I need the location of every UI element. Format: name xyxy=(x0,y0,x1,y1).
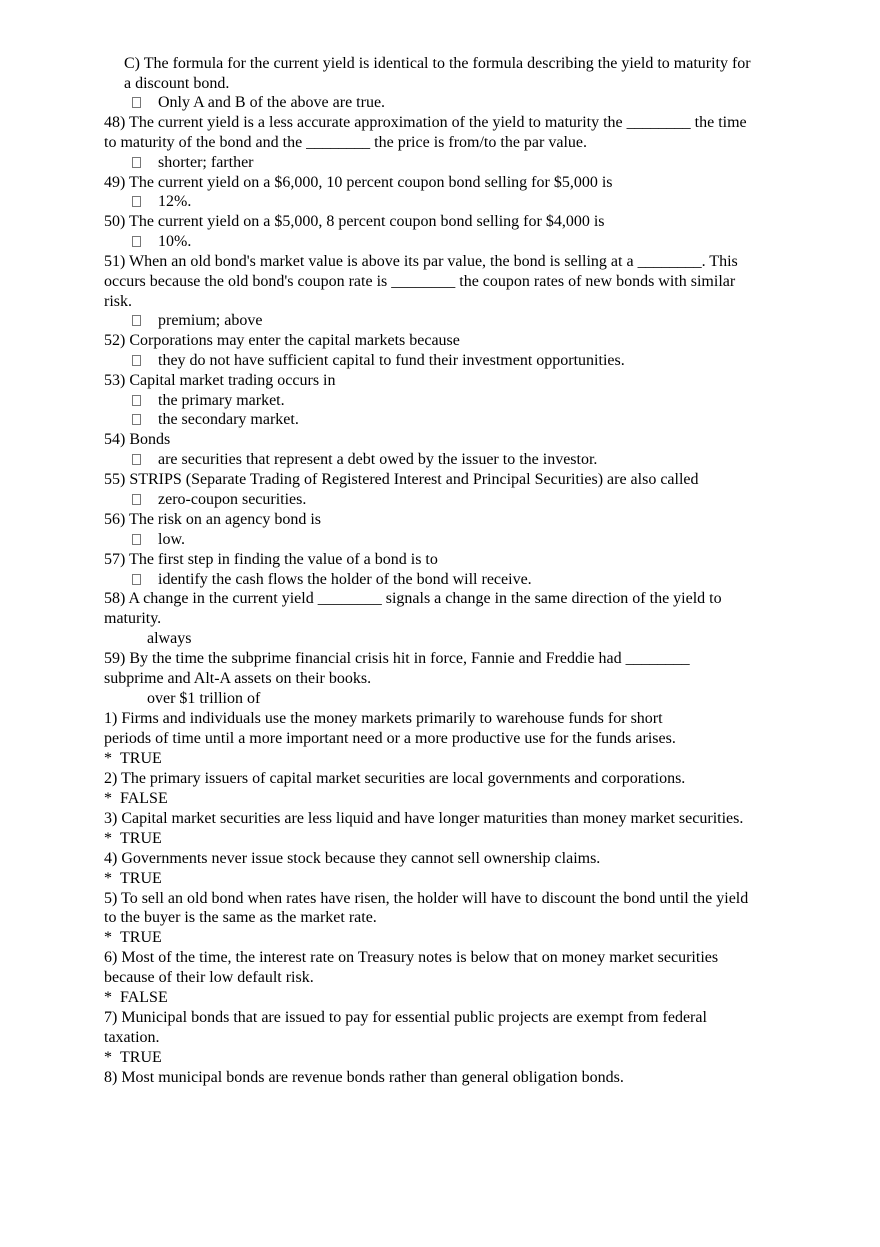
question-line: to maturity of the bond and the ________ the price is from/to the par value. xyxy=(104,134,587,151)
question-text: Corporations may enter the capital markets because xyxy=(129,332,460,349)
answer-text: 10%. xyxy=(158,233,192,250)
answer-text: low. xyxy=(158,531,185,548)
answer-line xyxy=(132,153,254,173)
answer-line xyxy=(132,570,532,590)
answer-line xyxy=(132,450,597,470)
asterisk-marker: * xyxy=(104,830,112,847)
question-number: 56) xyxy=(104,511,126,528)
question-text: The current yield on a $5,000, 8 percent coupon bond selling for $4,000 is xyxy=(129,213,605,230)
question-number: 59) xyxy=(104,650,126,667)
answer-text: zero-coupon securities. xyxy=(158,491,307,508)
question-line xyxy=(104,371,335,391)
tf-answer: TRUE xyxy=(120,870,162,887)
question-text: Governments never issue stock because they cannot sell ownership claims. xyxy=(121,850,601,867)
tf-answer: FALSE xyxy=(120,989,168,1006)
asterisk-marker: * xyxy=(104,1049,112,1066)
answer-line xyxy=(132,490,306,510)
answer-text: shorter; farther xyxy=(158,154,254,171)
answer-line xyxy=(132,391,285,411)
tf-question-line: because of their low default risk. xyxy=(104,969,314,986)
tf-answer-line xyxy=(104,789,168,809)
question-number: 1) xyxy=(104,710,118,727)
question-line xyxy=(104,212,605,232)
answer-text: the primary market. xyxy=(158,392,285,409)
answer-checkbox-icon xyxy=(132,534,141,545)
question-line xyxy=(104,649,690,669)
question-text: Firms and individuals use the money markets primarily to warehouse funds for short xyxy=(121,710,663,727)
question-text: Most municipal bonds are revenue bonds rather than general obligation bonds. xyxy=(121,1069,624,1086)
tf-question-line xyxy=(104,1068,624,1088)
answer-line xyxy=(132,530,185,550)
answer-checkbox-icon xyxy=(132,355,141,366)
answer-line xyxy=(132,192,191,212)
tf-answer-line xyxy=(104,749,162,769)
answer-text: the secondary market. xyxy=(158,411,299,428)
question-line xyxy=(104,173,613,193)
question-text: By the time the subprime financial crisis hit in force, Fannie and Freddie had ________ xyxy=(129,650,690,667)
tf-answer-line xyxy=(104,988,168,1008)
question-number: 48) xyxy=(104,114,126,131)
question-line xyxy=(104,113,747,133)
tf-answer-line xyxy=(104,829,162,849)
question-text: STRIPS (Separate Trading of Registered Interest and Principal Securities) are also called xyxy=(129,471,699,488)
tf-answer: TRUE xyxy=(120,1049,162,1066)
tf-question-line: periods of time until a more important need or a more productive use for the funds arises. xyxy=(104,730,676,747)
question-line xyxy=(104,510,321,530)
question-line xyxy=(104,550,438,570)
answer-line xyxy=(132,410,299,430)
asterisk-marker: * xyxy=(104,750,112,767)
question-text: The current yield is a less accurate approximation of the yield to maturity the ________ the time xyxy=(129,114,747,131)
tf-answer-line xyxy=(104,928,162,948)
tf-question-line xyxy=(104,709,663,729)
answer-line xyxy=(132,351,625,371)
question-text: Municipal bonds that are issued to pay for essential public projects are exempt from federal xyxy=(121,1009,707,1026)
tf-answer: TRUE xyxy=(120,750,162,767)
question-number: 51) xyxy=(104,253,126,270)
question-line: subprime and Alt-A assets on their books. xyxy=(104,670,372,687)
answer-text: Only A and B of the above are true. xyxy=(158,94,386,111)
answer-checkbox-icon xyxy=(132,97,141,108)
question-number: 50) xyxy=(104,213,126,230)
question-text: The risk on an agency bond is xyxy=(129,511,321,528)
question-text: Capital market securities are less liquid and have longer maturities than money market securities. xyxy=(121,810,744,827)
question-text: Capital market trading occurs in xyxy=(129,372,336,389)
option-c-line-1: C) The formula for the current yield is identical to the formula describing the yield to maturity for xyxy=(124,55,751,72)
question-number: 4) xyxy=(104,850,118,867)
question-line xyxy=(104,252,738,272)
tf-question-line xyxy=(104,1008,707,1028)
question-number: 52) xyxy=(104,332,126,349)
answer-text: identify the cash flows the holder of the bond will receive. xyxy=(158,571,532,588)
asterisk-marker: * xyxy=(104,870,112,887)
answer-text: they do not have sufficient capital to fund their investment opportunities. xyxy=(158,352,625,369)
question-line xyxy=(104,470,699,490)
question-number: 8) xyxy=(104,1069,118,1086)
answer-line xyxy=(132,93,385,113)
tf-answer-line xyxy=(104,869,162,889)
answer-checkbox-icon xyxy=(132,494,141,505)
answer-checkbox-icon xyxy=(132,414,141,425)
question-text: Bonds xyxy=(129,431,171,448)
question-line: maturity. xyxy=(104,610,162,627)
question-number: 6) xyxy=(104,949,118,966)
tf-answer: TRUE xyxy=(120,929,162,946)
answer-checkbox-icon xyxy=(132,574,141,585)
question-number: 49) xyxy=(104,174,126,191)
answer-line xyxy=(132,311,262,331)
asterisk-marker: * xyxy=(104,929,112,946)
answer-checkbox-icon xyxy=(132,454,141,465)
tf-question-line xyxy=(104,948,718,968)
question-number: 3) xyxy=(104,810,118,827)
tf-question-line: to the buyer is the same as the market rate. xyxy=(104,909,377,926)
question-number: 7) xyxy=(104,1009,118,1026)
question-text: A change in the current yield ________ signals a change in the same direction of the yield to xyxy=(128,590,722,607)
tf-answer-line xyxy=(104,1048,162,1068)
question-number: 55) xyxy=(104,471,126,488)
asterisk-marker: * xyxy=(104,989,112,1006)
answer-line xyxy=(132,232,191,252)
question-text: Most of the time, the interest rate on Treasury notes is below that on money market securities xyxy=(121,949,719,966)
answer-text: always xyxy=(147,630,192,647)
tf-answer: TRUE xyxy=(120,830,162,847)
question-line: risk. xyxy=(104,293,132,310)
tf-question-line xyxy=(104,769,685,789)
question-line xyxy=(104,331,460,351)
question-line: occurs because the old bond's coupon rate is ________ the coupon rates of new bonds with similar xyxy=(104,273,736,290)
question-text: The first step in finding the value of a bond is to xyxy=(129,551,438,568)
question-line xyxy=(104,589,722,609)
question-line xyxy=(104,430,170,450)
tf-question-line xyxy=(104,809,743,829)
answer-checkbox-icon xyxy=(132,395,141,406)
answer-checkbox-icon xyxy=(132,157,141,168)
question-text: When an old bond's market value is above its par value, the bond is selling at a ________. This xyxy=(129,253,738,270)
answer-checkbox-icon xyxy=(132,315,141,326)
tf-answer: FALSE xyxy=(120,790,168,807)
asterisk-marker: * xyxy=(104,790,112,807)
question-text: The primary issuers of capital market securities are local governments and corporations. xyxy=(121,770,686,787)
tf-question-line xyxy=(104,889,748,909)
question-number: 57) xyxy=(104,551,126,568)
question-text: To sell an old bond when rates have risen, the holder will have to discount the bond until the yield xyxy=(121,890,749,907)
answer-checkbox-icon xyxy=(132,196,141,207)
answer-text: over $1 trillion of xyxy=(147,690,261,707)
answer-text: are securities that represent a debt owed by the issuer to the investor. xyxy=(158,451,598,468)
question-number: 5) xyxy=(104,890,118,907)
tf-question-line: taxation. xyxy=(104,1029,160,1046)
question-number: 53) xyxy=(104,372,126,389)
question-number: 54) xyxy=(104,431,126,448)
answer-text: 12%. xyxy=(158,193,192,210)
answer-checkbox-icon xyxy=(132,236,141,247)
answer-text: premium; above xyxy=(158,312,263,329)
option-c-line-2: a discount bond. xyxy=(124,75,230,92)
question-text: The current yield on a $6,000, 10 percent coupon bond selling for $5,000 is xyxy=(129,174,613,191)
question-number: 58) xyxy=(104,590,126,607)
question-number: 2) xyxy=(104,770,118,787)
tf-question-line xyxy=(104,849,600,869)
